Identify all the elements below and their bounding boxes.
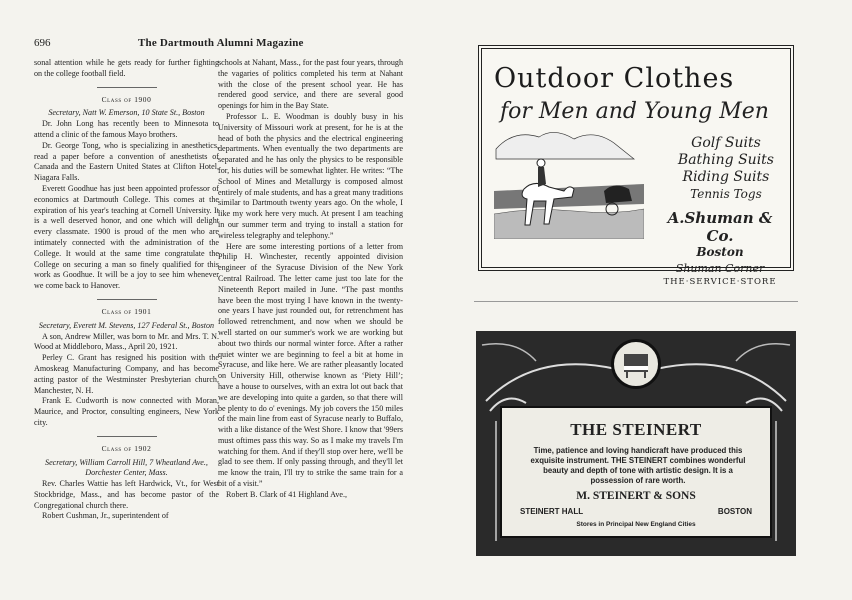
steinert-hall: STEINERT HALL <box>520 507 584 516</box>
steinert-city: BOSTON <box>717 507 752 516</box>
class-1900-heading: Class of 1900 <box>101 94 152 104</box>
ad-item-list <box>678 135 774 203</box>
ad-divider <box>474 301 798 302</box>
piano-medallion <box>611 339 661 389</box>
paragraph: Here are some interesting portions of a letter from Philip H. Winchester, recently appointed division engineer of the Syracuse Division of the New York Central Railroad. The letter came just too late for the Nineteenth Report mailed in June. “The past months have been the most trying I have known in the twenty-one years I have just rounded out, for retrenchment has followed retrenchment, and now when we should be well started on our summer's work we are working but about two thirds our normal winter force. After a rather quiet winter we are beginning to feel a bit at home in Syracuse, and like here. We are rather pleasantly located on University Hill, otherwise known as ‘Piety Hill’; have a house to ourselves, with an extra lot out back that we are developing into quite a garden, so that there will be plenty to do o' evenings. My job covers the 150 miles of the main line from east of Syracuse nearly to Buffalo, with a like distance of the West Shore. I know that '99ers must oftimes pass this way. So as I make my travels I'm watching for them. And if they'll stop over here, we'll be glad to see them. If only passing through, and they'll let me know the train, I'll try to strike the same train for a bit of a visit.” <box>218 241 403 489</box>
paragraph: Everett Goodhue has just been appointed professor of economics at Dartmouth College. This comes at the expiration of his year's teaching at Cornell University. It is a well deserved honor, and one which will delight every classmate. 1900 is proud of the men who are intimately connected with the administration of the College. It would at the same time congratulate the College on securing a man so finely qualified for this work as Goodhue. It will be a joy to see him whenever we come back to Hanover. <box>34 183 219 291</box>
class-1902-heading: Class of 1902 <box>101 443 152 453</box>
steinert-copy: Time, patience and loving handicraft have produced this exquisite instrument. THE STEINERT combines wonderful beauty and depth of tone with artistic design. It is a possession of rare worth. <box>530 446 746 485</box>
class-1900-secretary <box>34 108 219 119</box>
secretary-text: Secretary, Everett M. Stevens, 127 Federal St., Boston <box>38 320 215 330</box>
left-text-column <box>34 58 219 522</box>
shuman-clothes-ad <box>478 45 794 287</box>
paragraph: schools at Nahant, Mass., for the past four years, through the vagaries of politics completed his term at Nahant with the close of the present school year. He has rendered good service, and there are several good openings for him in the Bay State. <box>218 58 403 111</box>
ad-item: Bathing Suits <box>677 152 774 168</box>
paragraph: Robert B. Clark of 41 Highland Ave., <box>226 489 348 499</box>
paragraph: Rev. Charles Wattie has left Hardwick, Vt., for West Stockbridge, Mass., and has become pastor of the Congregational church there. <box>34 479 219 510</box>
class-1901-heading: Class of 1901 <box>101 306 152 316</box>
paragraph: Frank E. Cudworth is now connected with Moran, Maurice, and Proctor, consulting engineers, New York city. <box>34 396 219 427</box>
ad-item: Tennis Togs <box>690 187 762 201</box>
ad-subheadline: for Men and Young Men <box>500 99 769 124</box>
paragraph: Perley C. Grant has resigned his position with the Amoskeag Manufacturing Company, and has become acting pastor of the Westminster Presbyterian church, Manchester, N. H. <box>34 353 219 395</box>
company-city: Boston <box>696 245 744 259</box>
class-1901-secretary <box>34 321 219 332</box>
paragraph: A son, Andrew Miller, was born to Mr. and Mrs. T. N. Wood at Middleboro, Mass., April 20, 1921. <box>34 331 219 352</box>
section-divider <box>97 436 157 437</box>
paragraph: Dr. George Tong, who is specializing in anesthetics, read a paper before a convention of anesthetists of Canada and the Eastern United States at Clifton Hotel, Niagara Falls. <box>34 140 219 183</box>
steinert-piano-ad <box>476 331 796 556</box>
steinert-panel <box>500 406 772 538</box>
piano-icon <box>614 342 658 386</box>
paragraph: Robert Cushman, Jr., superintendent of <box>42 511 169 521</box>
paragraph: Dr. John Long has recently been to Minnesota to attend a clinic of the famous Mayo brothers. <box>34 119 219 139</box>
ad-headline: Outdoor Clothes <box>494 63 735 94</box>
ad-item: Riding Suits <box>682 169 770 185</box>
opening-paragraph: sonal attention while he gets ready for further fighting on the college football field. <box>34 58 219 78</box>
magazine-title: The Dartmouth Alumni Magazine <box>138 37 304 49</box>
section-divider <box>97 299 157 300</box>
steinert-firm: M. STEINERT & SONS <box>576 490 696 502</box>
shuman-brand <box>660 209 780 287</box>
page-number: 696 <box>34 37 51 49</box>
steinert-stores: Stores in Principal New England Cities <box>576 521 696 528</box>
paragraph: Professor L. E. Woodman is doubly busy in his University of Missouri work at present, for he is at the head of both the physics and the electrical engineering departments. When eventually the two departments are separated and he has only the physics to be responsible for, his duties will be somewhat lighter. He writes: “The School of Mines and Metallurgy is composed almost entirely of male students, and has a great many traditions similar to Dartmouth twenty years ago. On the whole, I like my work here very much. At present I am teaching in our summer term and trying to install a station for wireless telegraphy and telephony.” <box>218 111 403 240</box>
horse-rider-illustration <box>494 129 644 239</box>
ad-item: Golf Suits <box>691 135 761 151</box>
company-name: A.Shuman & Co. <box>667 209 773 245</box>
steinert-title: THE STEINERT <box>570 420 702 439</box>
class-1902-secretary <box>34 458 219 480</box>
section-divider <box>97 87 157 88</box>
right-text-column <box>218 58 403 501</box>
store-tagline: THE·SERVICE·STORE <box>663 277 777 287</box>
store-corner: Shuman Corner <box>675 262 765 275</box>
secretary-text: Secretary, Natt W. Emerson, 10 State St., Boston <box>48 108 205 118</box>
secretary-text: Secretary, William Carroll Hill, 7 Wheatland Ave., Dorchester Center, Mass. <box>45 457 208 478</box>
